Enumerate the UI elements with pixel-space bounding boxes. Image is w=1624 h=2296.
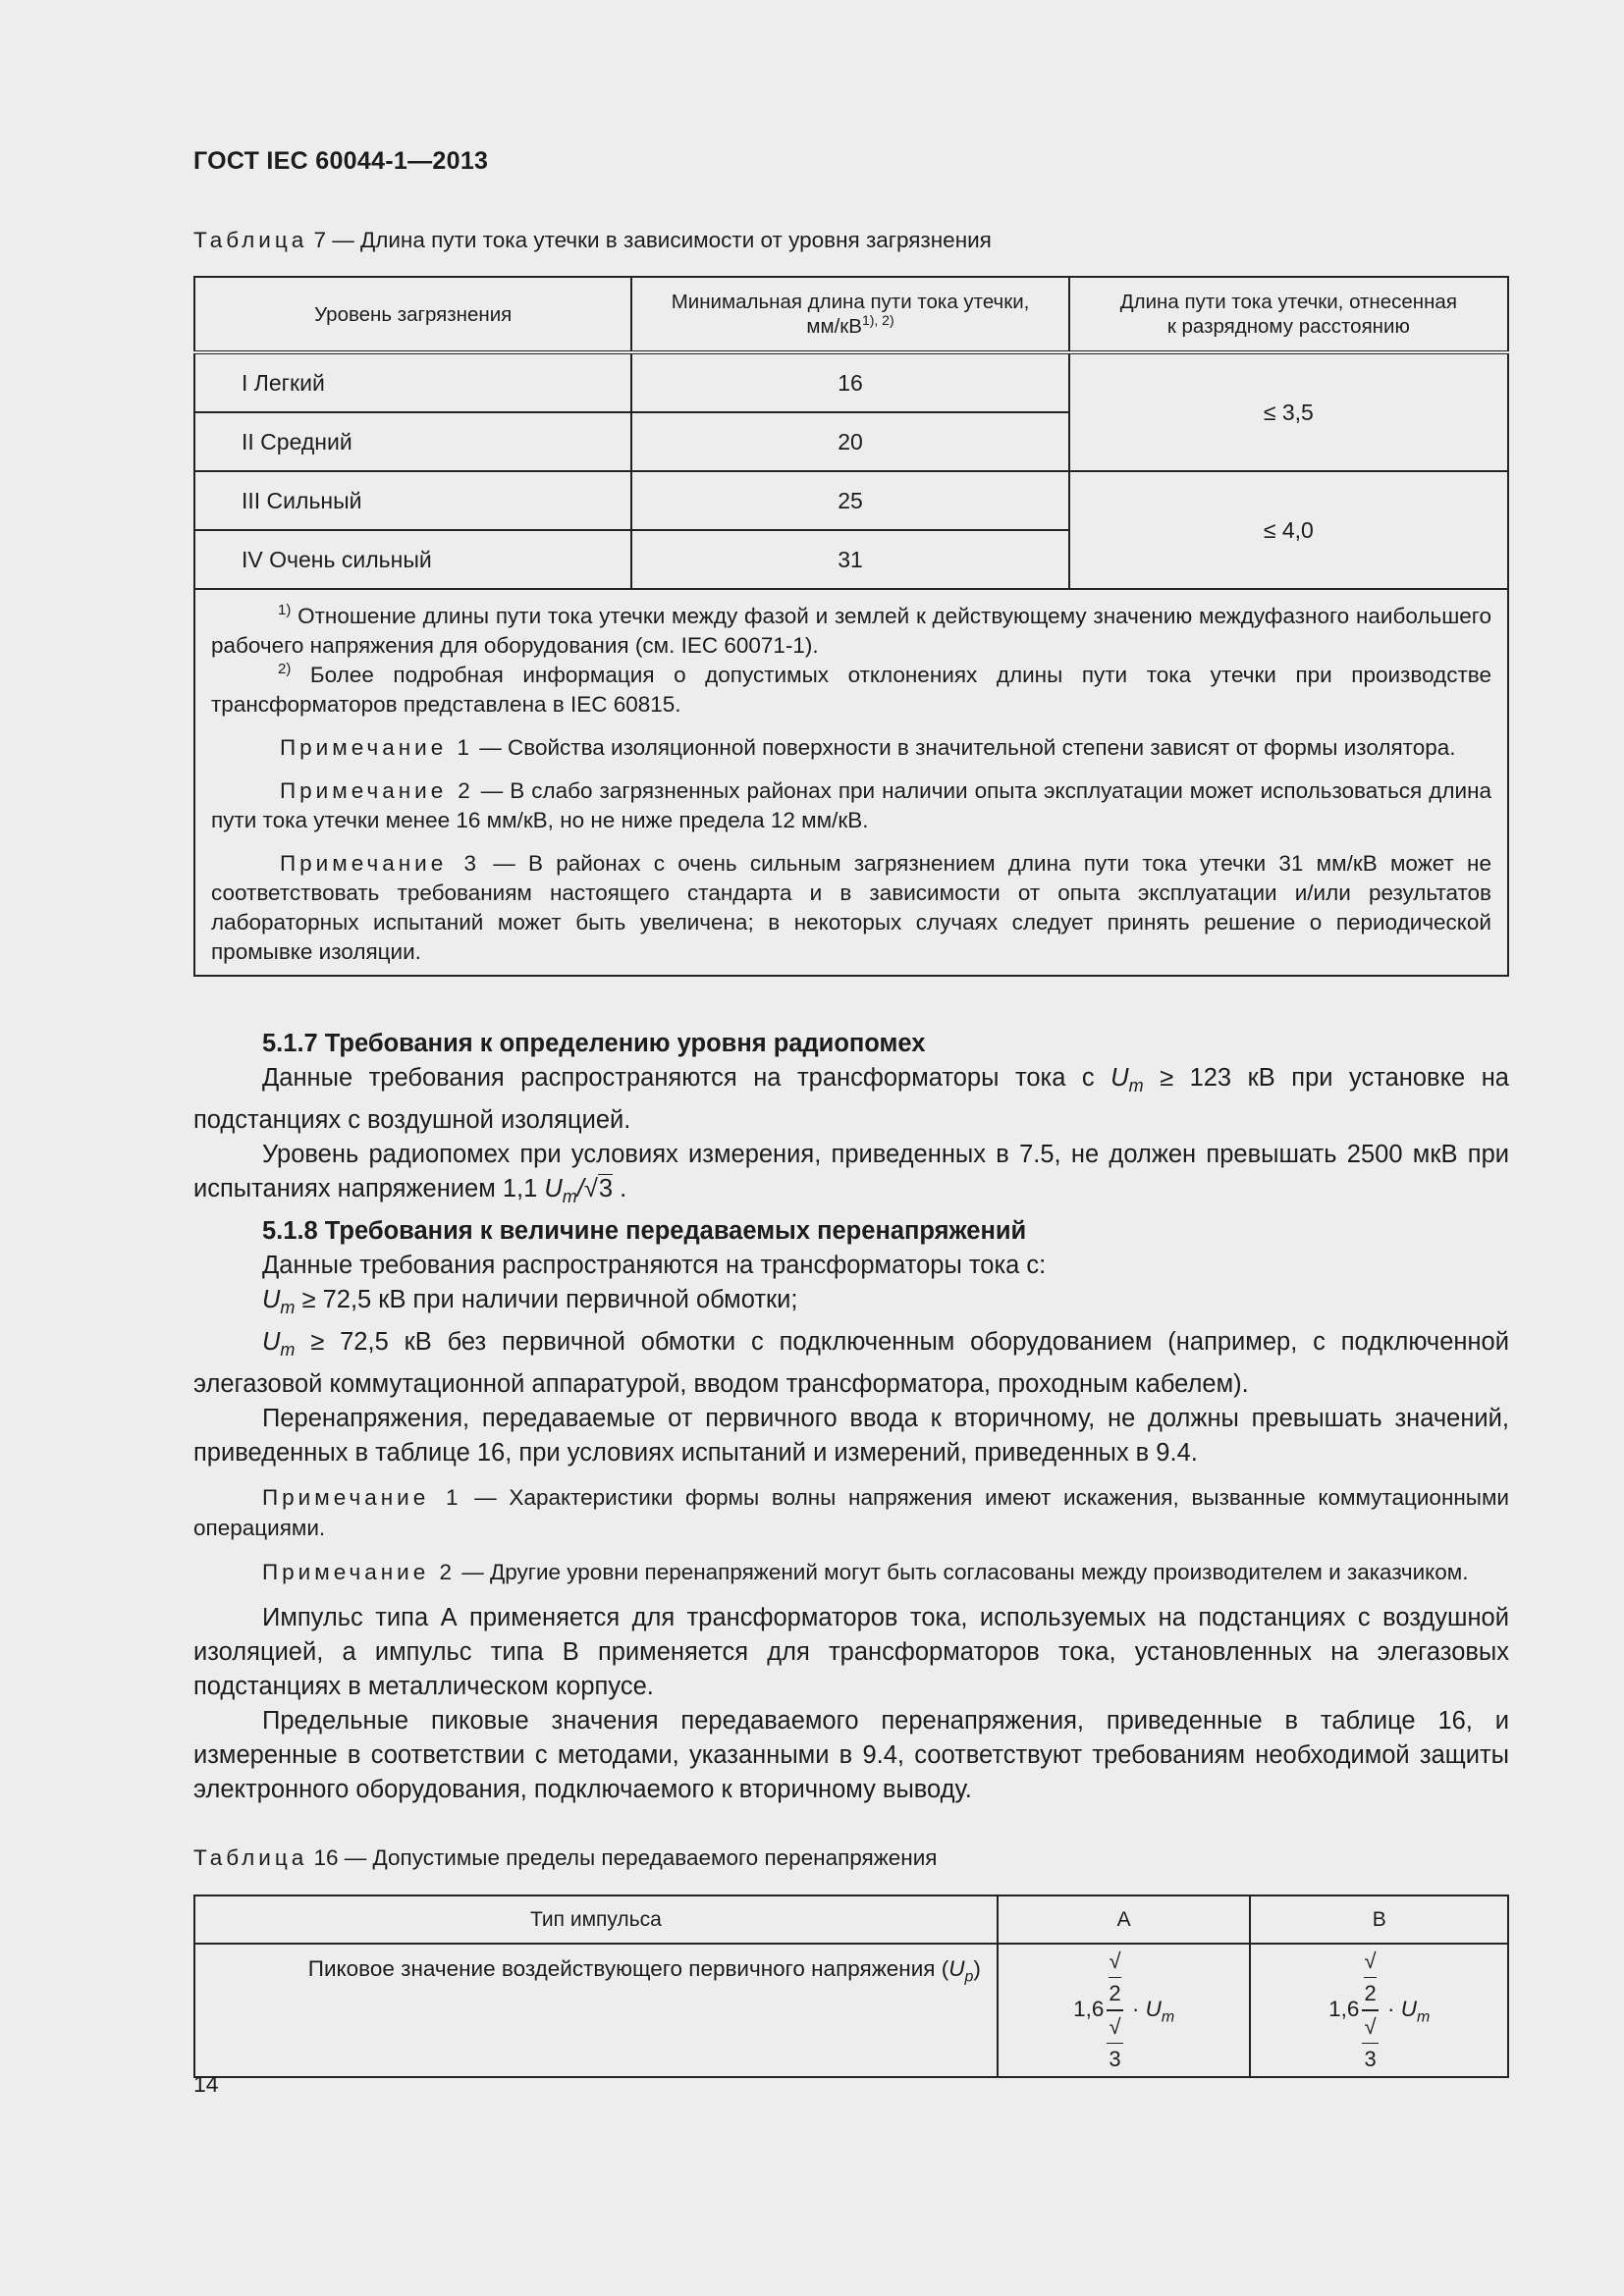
sym-u: U	[948, 1956, 965, 1981]
sym-p: p	[964, 1968, 974, 1986]
footnote-text: Более подробная информация о допустимых отклонениях длины пути тока утечки при производстве трансформаторов представлена в IEC 60815.	[211, 663, 1491, 717]
note-text: — Свойства изоляционной поверхности в значительной степени зависят от формы изолятора.	[473, 735, 1456, 760]
note-text: — Другие уровни перенапряжений могут быть согласованы между производителем и заказчиком.	[456, 1560, 1469, 1585]
radicand: 3	[1107, 2043, 1122, 2075]
sym-u: U	[1400, 1996, 1417, 2021]
text: Данные требования распространяются на трансформаторы тока с	[262, 1064, 1111, 1092]
root-sign: √	[1364, 2014, 1377, 2039]
root-sign: √	[583, 1175, 598, 1203]
dot: ·	[1125, 1996, 1146, 2021]
sym-u: U	[262, 1286, 281, 1314]
note-label: Примечание 1	[262, 1485, 462, 1511]
text: ≥ 123 кВ при установке на подстанциях с воздушной изоляцией.	[193, 1064, 1509, 1135]
radicand: 3	[1362, 2043, 1378, 2075]
sym-m: m	[562, 1187, 577, 1207]
text: .	[613, 1175, 627, 1203]
table16-header-b: В	[1250, 1896, 1508, 1944]
table7-caption-prefix: Таблица	[193, 228, 308, 252]
sym-m: m	[280, 1298, 296, 1318]
section-heading: 5.1.7 Требования к определению уровня радиопомех	[262, 1030, 926, 1057]
table7-notes	[194, 589, 1508, 976]
note-label: Примечание 3	[280, 851, 480, 876]
denominator	[1107, 2011, 1122, 2075]
ratio-value: ≤ 4,0	[1069, 471, 1508, 589]
footnote	[211, 602, 1491, 661]
note-text: — В районах с очень сильным загрязнением длина пути тока утечки 31 мм/кВ может не соответствовать требованиям настоящего стандарта и в зависимости от опыта эксплуатации и/или результатов лабораторных испытаний может быть увеличена; в некоторых случаях следует принять решение о периодической промывке изоляции.	[211, 851, 1491, 964]
note-text: — Характеристики формы волны напряжения имеют искажения, вызванные коммутационными операциями.	[193, 1485, 1510, 1541]
numerator	[1362, 1946, 1378, 2011]
ratio-value: ≤ 3,5	[1069, 352, 1508, 471]
root-sign: √	[1109, 2014, 1121, 2039]
hdr3-line2: к разрядному расстоянию	[1166, 315, 1410, 338]
pollution-level: III Сильный	[194, 471, 631, 530]
sym-m: m	[1161, 2008, 1175, 2026]
hdr2-sup: 1), 2)	[861, 312, 894, 328]
table-note	[211, 849, 1491, 967]
sym-u: U	[1110, 1064, 1129, 1092]
note	[193, 1482, 1509, 1543]
sym-m: m	[280, 1340, 296, 1361]
pollution-level: I Легкий	[194, 352, 631, 412]
min-creepage: 25	[631, 471, 1068, 530]
sym-m: m	[1416, 2008, 1431, 2026]
symbol-um	[262, 1328, 296, 1361]
fraction	[1107, 1946, 1122, 2075]
table16-header-row	[194, 1896, 1508, 1944]
note-label: Примечание 1	[280, 735, 473, 760]
text: Пиковое значение воздействующего первичного напряжения (	[307, 1956, 949, 1981]
table7-header-row	[194, 277, 1508, 352]
pollution-level: IV Очень сильный	[194, 530, 631, 589]
paragraph	[193, 1138, 1509, 1214]
radicand: 3	[598, 1175, 614, 1203]
table16-caption	[193, 1845, 937, 1871]
table-row	[194, 1944, 1508, 2077]
symbol-um	[262, 1286, 296, 1318]
table-note	[211, 733, 1491, 763]
sym-u: U	[1145, 1996, 1162, 2021]
min-creepage: 31	[631, 530, 1068, 589]
list-item	[193, 1325, 1509, 1402]
hdr2-line2: мм/кВ	[806, 315, 862, 338]
text: )	[973, 1956, 981, 1981]
table16-header-a: А	[998, 1896, 1251, 1944]
body-text	[193, 1027, 1509, 1807]
text: ≥ 72,5 кВ без первичной обмотки с подключенным оборудованием (например, с подключенной элегазовой коммутационной аппаратурой, вводом трансформатора, проходным кабелем).	[193, 1328, 1509, 1399]
section-heading: 5.1.8 Требования к величине передаваемых перенапряжений	[262, 1217, 1027, 1246]
formula-a	[998, 1944, 1251, 2077]
sym-u: U	[262, 1328, 281, 1357]
table16-caption-prefix: Таблица	[193, 1845, 308, 1870]
numerator	[1107, 1946, 1122, 2011]
sym-u: U	[544, 1175, 563, 1203]
radicand: 2	[1109, 1977, 1120, 2009]
paragraph: Импульс типа А применяется для трансформаторов тока, используемых на подстанциях с воздушной изоляцией, а импульс типа В применяется для трансформаторов тока, установленных на элегазовых подстанциях в металлическом корпусе.	[193, 1604, 1509, 1701]
denominator	[1362, 2011, 1378, 2075]
text: Уровень радиопомех при условиях измерения, приведенных в 7.5, не должен превышать 2500 мкВ при испытаниях напряжением 1,1	[193, 1141, 1509, 1203]
coef: 1,6	[1328, 1996, 1360, 2021]
paragraph: Данные требования распространяются на трансформаторы тока с:	[262, 1252, 1047, 1280]
note-label: Примечание 2	[262, 1560, 456, 1585]
paragraph: Предельные пиковые значения передаваемого перенапряжения, приведенные в таблице 16, и измеренные в соответствии с методами, указанными в 9.4, соответствуют требованиям необходимой защиты электронного оборудования, подключаемого к вторичному выводу.	[193, 1707, 1509, 1804]
min-creepage: 20	[631, 412, 1068, 471]
table16-caption-text: 16 — Допустимые пределы передаваемого перенапряжения	[307, 1845, 938, 1870]
table-row	[194, 352, 1508, 412]
hdr3-line1: Длина пути тока утечки, отнесенная	[1119, 291, 1457, 313]
paragraph	[193, 1061, 1509, 1138]
footnote-mark: 2)	[278, 661, 292, 677]
dot: ·	[1380, 1996, 1401, 2021]
footnote-mark: 1)	[278, 602, 292, 618]
row-label	[194, 1944, 998, 2077]
pollution-level: II Средний	[194, 412, 631, 471]
formula-b	[1250, 1944, 1508, 2077]
hdr2-line1: Минимальная длина пути тока утечки,	[671, 291, 1030, 313]
root-sign: √	[1109, 1949, 1121, 1973]
footnote-text: Отношение длины пути тока утечки между фазой и землей к действующему значению междуфазного наибольшего рабочего напряжения для оборудования (см. IEC 60071-1).	[211, 604, 1491, 658]
table7-header-ratio	[1069, 277, 1508, 352]
root-sign: √	[1364, 1949, 1377, 1973]
coef: 1,6	[1073, 1996, 1105, 2021]
sym-m: m	[1128, 1076, 1144, 1096]
table7	[193, 276, 1509, 977]
table16	[193, 1895, 1509, 2078]
table-note	[211, 776, 1491, 835]
table7-caption-text: 7 — Длина пути тока утечки в зависимости от уровня загрязнения	[307, 228, 992, 252]
table7-caption	[193, 228, 992, 253]
table7-notes-row	[194, 589, 1508, 976]
table16-header-type: Тип импульса	[194, 1896, 998, 1944]
symbol-um	[544, 1175, 577, 1207]
symbol-um	[1110, 1064, 1144, 1096]
footnote	[211, 661, 1491, 720]
page-number: 14	[193, 2071, 219, 2097]
radicand: 2	[1364, 1977, 1376, 2009]
table7-header-level: Уровень загрязнения	[194, 277, 631, 352]
text: ≥ 72,5 кВ при наличии первичной обмотки;	[295, 1286, 798, 1314]
list-item	[193, 1283, 1509, 1325]
note-text: — В слабо загрязненных районах при наличии опыта эксплуатации может использоваться длина пути тока утечки менее 16 мм/кВ, но не ниже предела 12 мм/кВ.	[211, 778, 1492, 832]
fraction	[1362, 1946, 1378, 2075]
note-label: Примечание 2	[280, 778, 474, 803]
standard-header: ГОСТ IEC 60044-1—2013	[193, 147, 489, 175]
note	[193, 1557, 1509, 1587]
slash: /	[576, 1175, 584, 1203]
table-row	[194, 471, 1508, 530]
table7-header-min-length	[631, 277, 1068, 352]
paragraph: Перенапряжения, передаваемые от первичного ввода к вторичному, не должны превышать значений, приведенных в таблице 16, при условиях испытаний и измерений, приведенных в 9.4.	[193, 1405, 1509, 1468]
min-creepage: 16	[631, 352, 1068, 412]
